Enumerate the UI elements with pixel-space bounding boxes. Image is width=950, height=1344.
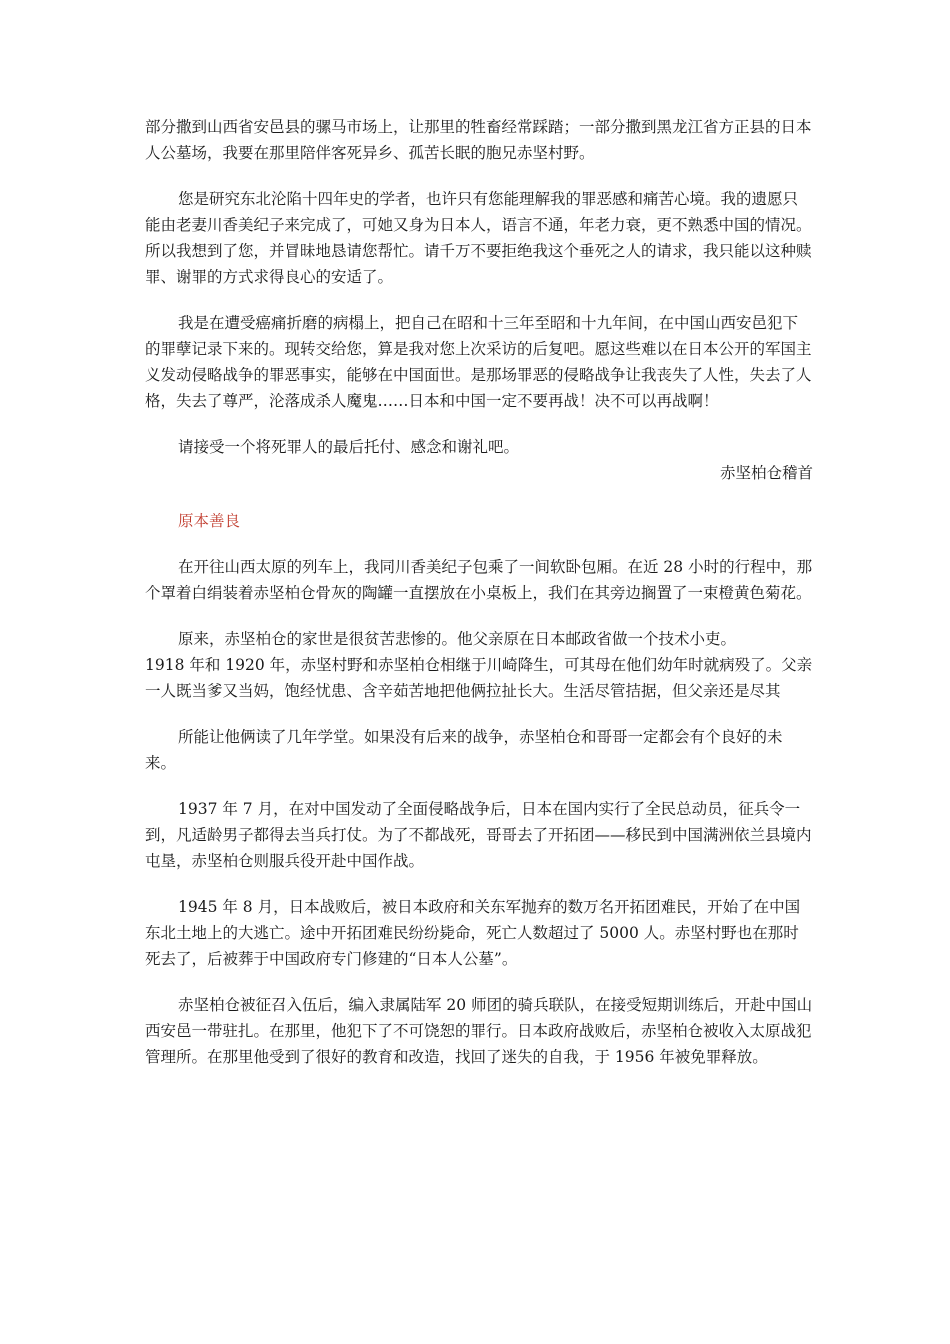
signature: 赤坚柏仓稽首: [719, 464, 813, 482]
paragraph-1: 部分撒到山西省安邑县的骡马市场上，让那里的牲畜经常踩踏；一部分撒到黑龙江省方正县的日本人公墓场，我要在那里陪伴客死异乡、孤苦长眠的胞兄赤坚村野。: [145, 118, 812, 162]
paragraph-2: 您是研究东北沦陷十四年史的学者，也许只有您能理解我的罪恶感和痛苦心境。我的遗愿只能由老妻川香美纪子来完成了，可她又身为日本人，语言不通，年老力衰，更不熟悉中国的情况。所以我想到了您，并冒昧地恳请您帮忙。请千万不要拒绝我这个垂死之人的请求，我只能以这种赎罪、谢罪的方式求得良心的安适了。: [145, 190, 812, 286]
paragraph-3: 我是在遭受癌痛折磨的病榻上，把自己在昭和十三年至昭和十九年间，在中国山西安邑犯下的罪孽记录下来的。现转交给您，算是我对您上次采访的后复吧。愿这些难以在日本公开的军国主义发动侵略战争的罪恶事实，能够在中国面世。是那场罪恶的侵略战争让我丧失了人性，失去了人格，失去了尊严，沦落成杀人魔鬼……日本和中国一定不要再战！决不可以再战啊！: [145, 314, 812, 410]
paragraph-7: 所能让他俩读了几年学堂。如果没有后来的战争，赤坚柏仓和哥哥一定都会有个良好的未来。: [145, 728, 783, 772]
paragraph-6-first-line: 原来，赤坚柏仓的家世是很贫苦悲惨的。他父亲原在日本邮政省做一个技术小吏。: [178, 630, 737, 648]
paragraph-9: 1945 年 8 月，日本战败后，被日本政府和关东军抛弃的数万名开拓团难民，开始了在中国东北土地上的大逃亡。途中开拓团难民纷纷毙命，死亡人数超过了 5000 人。赤坚村野也在那时死去了，后被葬于中国政府专门修建的“日本人公墓”。: [145, 898, 801, 968]
paragraph-6-rest: 1918 年和 1920 年，赤坚村野和赤坚柏仓相继于川崎降生，可其母在他们幼年时就病殁了。父亲一人既当爹又当妈，饱经忧患、含辛茹苦地把他俩拉扯长大。生活尽管拮据，但父亲还是尽其: [145, 656, 813, 700]
paragraph-4: 请接受一个将死罪人的最后托付、感念和谢礼吧。: [178, 438, 520, 456]
paragraph-10: 赤坚柏仓被征召入伍后，编入隶属陆军 20 师团的骑兵联队，在接受短期训练后，开赴中国山西安邑一带驻扎。在那里，他犯下了不可饶恕的罪行。日本政府战败后，赤坚柏仓被收入太原战犯管理所。在那里他受到了很好的教育和改造，找回了迷失的自我，于 1956 年被免罪释放。: [145, 996, 813, 1066]
paragraph-8: 1937 年 7 月，在对中国发动了全面侵略战争后，日本在国内实行了全民总动员，征兵令一到，凡适龄男子都得去当兵打仗。为了不都战死，哥哥去了开拓团——移民到中国满洲依兰县境内屯垦，赤坚柏仓则服兵役开赴中国作战。: [145, 800, 812, 870]
section-heading: 原本善良: [178, 512, 241, 530]
paragraph-6: [145, 626, 813, 704]
article-body: [145, 114, 813, 1090]
paragraph-5: 在开往山西太原的列车上，我同川香美纪子包乘了一间软卧包厢。在近 28 小时的行程中，那个罩着白绢装着赤坚柏仓骨灰的陶罐一直摆放在小桌板上，我们在其旁边搁置了一束橙黄色菊花。: [145, 558, 813, 602]
